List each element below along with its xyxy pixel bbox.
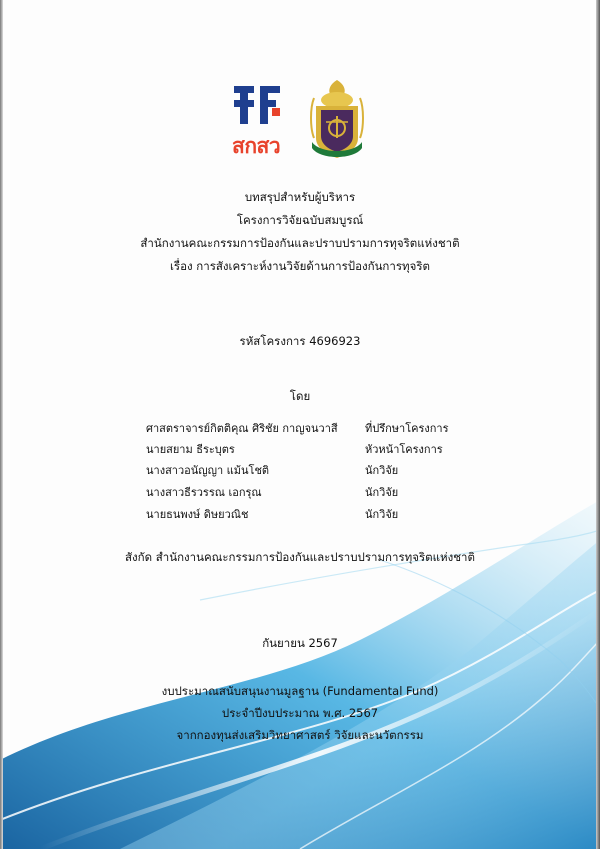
- subject-heading: เรื่อง การสังเคราะห์งานวิจัยด้านการป้องกันการทุจริต: [170, 259, 430, 273]
- funding-year-line: ประจำปีงบประมาณ พ.ศ. 2567: [221, 706, 379, 720]
- project-code: รหัสโครงการ 4696923: [239, 334, 361, 348]
- scan-edge: [0, 0, 3, 849]
- researcher-role: นักวิจัย: [365, 508, 399, 521]
- organization-heading: สำนักงานคณะกรรมการป้องกันและปราบปรามการทุจริตแห่งชาติ: [140, 236, 460, 250]
- document-type-heading: บทสรุปสำหรับผู้บริหาร: [244, 190, 356, 204]
- researcher-name: นายสยาม ธีระบุตร: [146, 443, 235, 456]
- researcher-name: นางสาวธีรวรรณ เอกรุณ: [146, 486, 262, 499]
- scan-edge: [596, 0, 600, 849]
- researcher-role: นักวิจัย: [365, 486, 399, 499]
- researcher-role: นักวิจัย: [365, 464, 399, 477]
- researcher-name: นายธนพงษ์ ดิษยวณิช: [146, 508, 249, 521]
- by-label: โดย: [289, 389, 311, 403]
- funding-line: งบประมาณสนับสนุนงานมูลฐาน (Fundamental Fund): [161, 684, 439, 698]
- researcher-name: นางสาวอนัญญา แม้นโชติ: [146, 464, 270, 477]
- researcher-role: หัวหน้าโครงการ: [365, 443, 443, 456]
- researcher-name: ศาสตราจารย์กิตติคุณ ศิริชัย กาญจนวาสี: [146, 422, 338, 435]
- affiliation-line: สังกัด สำนักงานคณะกรรมการป้องกันและปราบปรามการทุจริตแห่งชาติ: [125, 550, 475, 564]
- tsri-logo-text: สกสว: [232, 134, 281, 158]
- report-date: กันยายน 2567: [262, 636, 338, 650]
- report-type-heading: โครงการวิจัยฉบับสมบูรณ์: [236, 213, 364, 227]
- logo-group: [232, 78, 372, 164]
- funding-source-line: จากกองทุนส่งเสริมวิทยาศาสตร์ วิจัยและนวัตกรรม: [176, 728, 424, 742]
- nacc-emblem-icon: [306, 78, 368, 162]
- researcher-role: ที่ปรึกษาโครงการ: [365, 422, 449, 435]
